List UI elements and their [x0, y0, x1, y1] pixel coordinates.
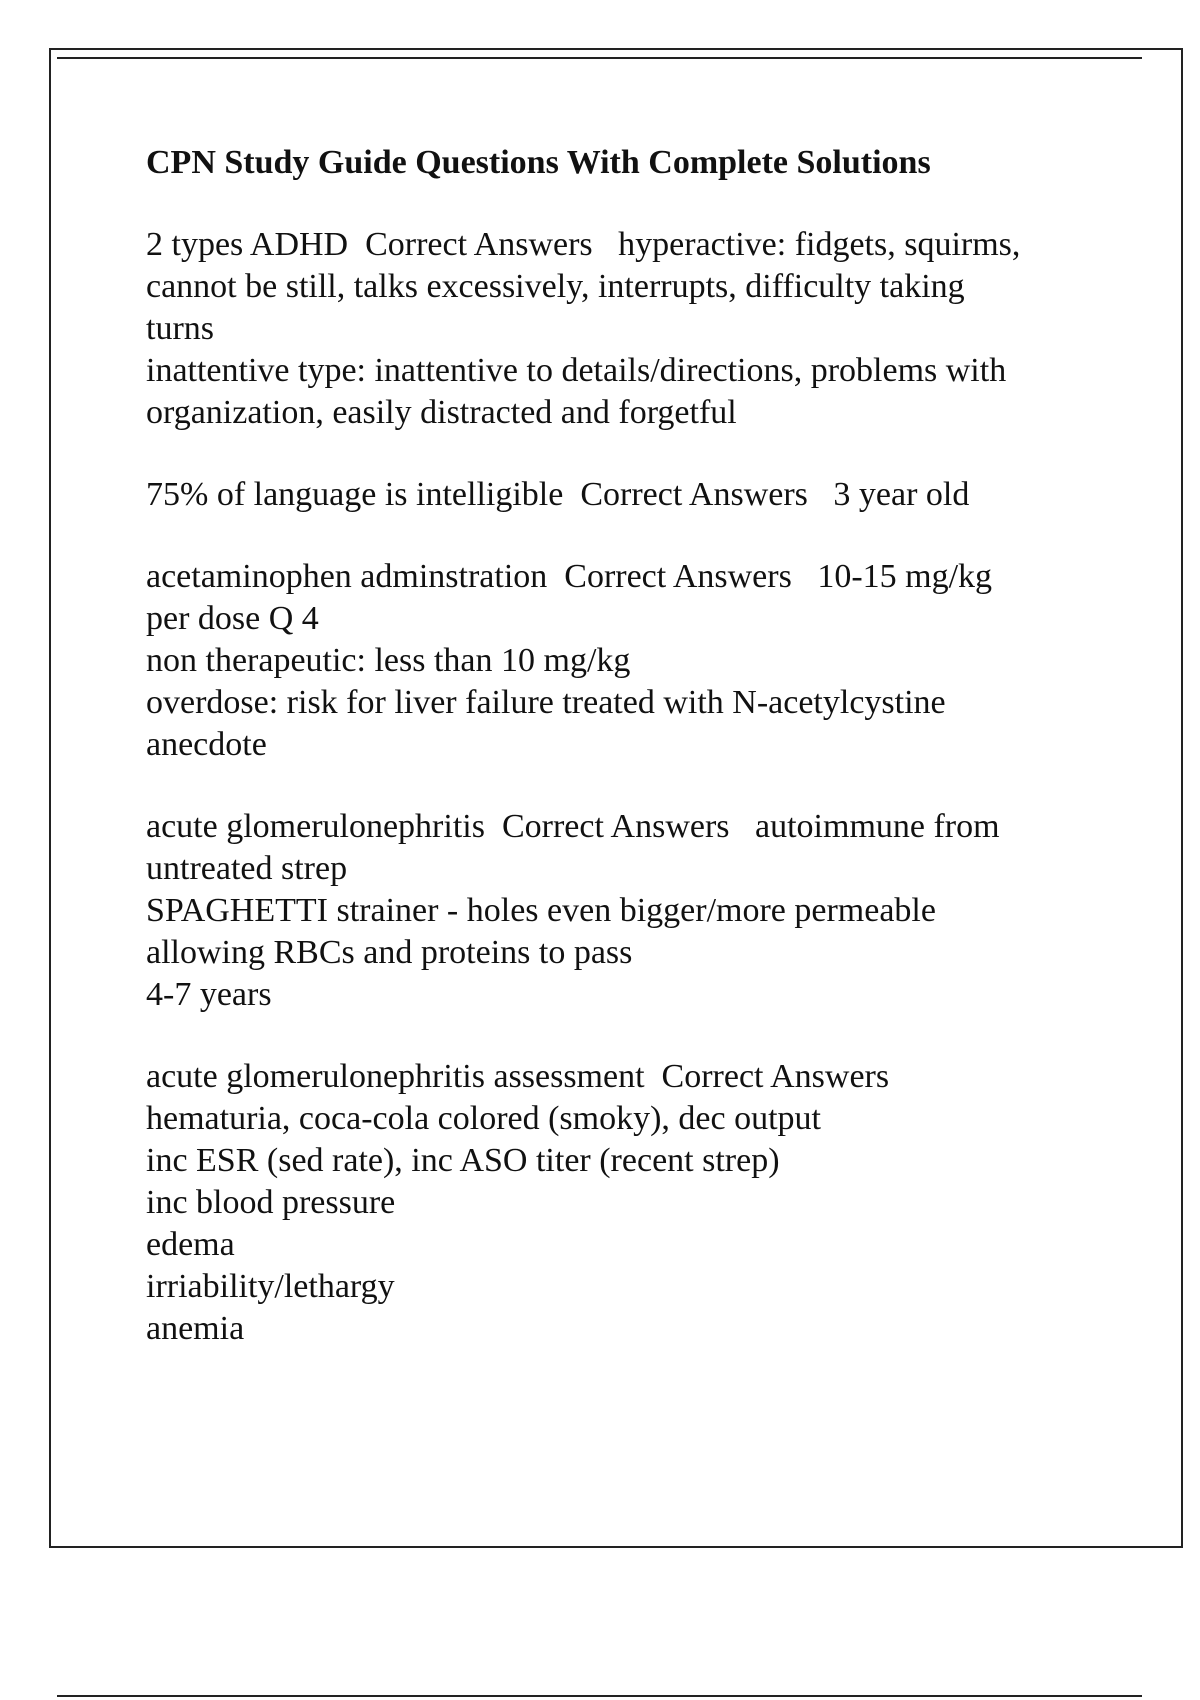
- qa-entry-glomerulonephritis-assessment: [146, 1056, 1106, 1350]
- entry-line: 75% of language is intelligible Correct Answers 3 year old: [146, 476, 970, 513]
- header-rule: [57, 57, 1142, 59]
- entry-line: acute glomerulonephritis assessment Correct Answers: [146, 1058, 890, 1095]
- entry-line: acetaminophen adminstration Correct Answers 10-15 mg/kg: [146, 558, 993, 595]
- entry-line: allowing RBCs and proteins to pass: [146, 934, 633, 971]
- entry-line: untreated strep: [146, 850, 348, 887]
- entry-line: cannot be still, talks excessively, interrupts, difficulty taking: [146, 268, 965, 305]
- qa-entry-acetaminophen: [146, 556, 1106, 766]
- entry-line: SPAGHETTI strainer - holes even bigger/more permeable: [146, 892, 936, 929]
- entry-line: 2 types ADHD Correct Answers hyperactive: fidgets, squirms,: [146, 226, 1021, 263]
- entry-line: irriability/lethargy: [146, 1268, 395, 1305]
- entry-line: organization, easily distracted and forgetful: [146, 394, 737, 431]
- entry-line: anemia: [146, 1310, 245, 1347]
- entry-line: hematuria, coca-cola colored (smoky), dec output: [146, 1100, 822, 1137]
- entry-line: turns: [146, 310, 214, 347]
- qa-entry-adhd: [146, 224, 1106, 434]
- entry-line: inc ESR (sed rate), inc ASO titer (recent strep): [146, 1142, 780, 1179]
- qa-entry-glomerulonephritis: [146, 806, 1106, 1016]
- document-title: CPN Study Guide Questions With Complete Solutions: [146, 144, 931, 181]
- qa-entry-language: [146, 474, 1106, 516]
- entry-line: anecdote: [146, 726, 267, 763]
- footer-rule: [57, 1695, 1142, 1697]
- entry-line: acute glomerulonephritis Correct Answers autoimmune from: [146, 808, 1000, 845]
- entry-line: non therapeutic: less than 10 mg/kg: [146, 642, 631, 679]
- entry-line: overdose: risk for liver failure treated with N-acetylcystine: [146, 684, 946, 721]
- entry-line: per dose Q 4: [146, 600, 319, 637]
- entry-line: edema: [146, 1226, 235, 1263]
- entry-line: inc blood pressure: [146, 1184, 396, 1221]
- entry-line: inattentive type: inattentive to details/directions, problems with: [146, 352, 1007, 389]
- document-body: [146, 142, 1106, 1390]
- entry-line: 4-7 years: [146, 976, 272, 1013]
